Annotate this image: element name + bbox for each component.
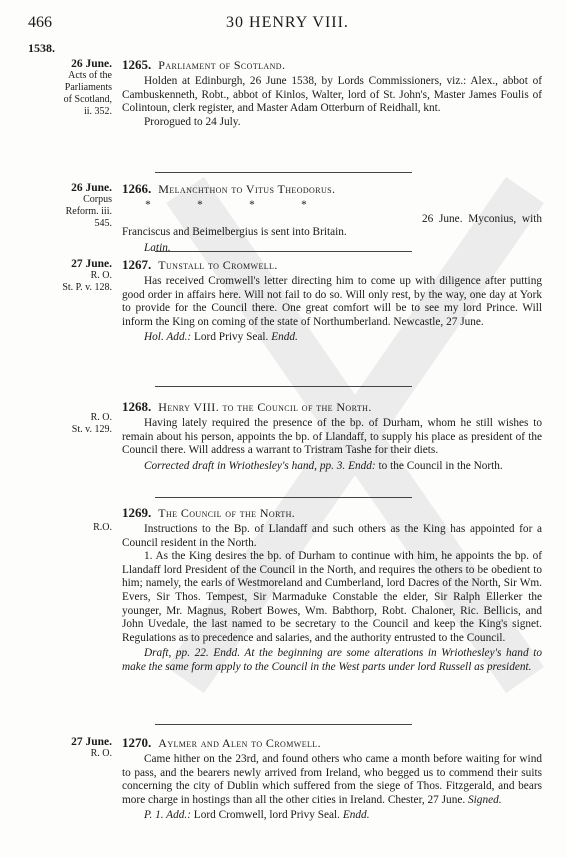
entry-text-continued: 1. As the King desires the bp. of Durham to continue with him, he appoints the bp. of Llandaff lord President of the Council in the North, and requires the others to be obedient to him; namely, the earls of Westmoreland and Cumberland, lord Dacres of the North, Sir Wm. Evers, Sir Thos. Tempest, Sir Marmaduke Constable the elder, Sir Ralph Ellerker the younger, Mr. Magnus, Robert Bowes, Wm. Babthorp, Robt. Chaloner, Ric. Bellicis, and John Uvedale, the last named to be secretary to the Council and keep the King's signet. Regulations as to precedence and salaries, and the authority entrusted to the Council. (122, 550, 542, 644)
entry-body (122, 400, 542, 473)
source-ref: Acts of the (68, 70, 112, 81)
entry-number: 1269. (122, 505, 152, 520)
source-ref: Reform. iii. (65, 206, 112, 217)
separator-rule (155, 724, 412, 725)
source-ref: St. P. v. 128. (62, 282, 112, 293)
entry-note: Hol. Add.: Lord Privy Seal. Endd. (144, 331, 298, 344)
entry-text: Instructions to the Bp. of Llandaff and such others as the King has appointed for a Council resident in the North. (122, 523, 542, 549)
separator-rule (155, 251, 412, 252)
entry-number: 1270. (122, 735, 152, 750)
entry-note: Corrected draft in Wriothesley's hand, pp. 3. Endd: to the Council in the North. (144, 459, 503, 472)
omission-stars: * * * * (145, 199, 307, 211)
entry-body (122, 258, 542, 345)
separator-rule (155, 172, 412, 173)
margin-notes (28, 42, 112, 118)
entry-title: Henry VIII. to the Council of the North. (158, 400, 372, 414)
entry-body (122, 506, 542, 675)
source-ref: R. O. (90, 270, 112, 281)
entry-date: 26 June. (71, 182, 112, 194)
entry-heading (122, 182, 542, 196)
margin-notes (28, 736, 112, 760)
entry-number: 1265. (122, 57, 152, 72)
source-ref: R. O. (90, 748, 112, 759)
entry-title: The Council of the North. (158, 506, 296, 520)
separator-rule (155, 497, 412, 498)
margin-notes (28, 522, 112, 534)
source-ref: 545. (94, 218, 112, 229)
source-ref: R.O. (93, 522, 112, 533)
entry-number: 1268. (122, 399, 152, 414)
entry-title: Parliament of Scotland. (158, 58, 286, 72)
entry-body (122, 736, 542, 823)
margin-notes (28, 258, 112, 294)
entry-note: Latin. (144, 241, 171, 254)
running-title: 30 HENRY VIII. (226, 14, 349, 31)
entry-note: Draft, pp. 22. Endd. At the beginning are some alterations in Wriothesley's hand to make the same form apply to the Council in the West parts under lord Russell as president. (122, 647, 542, 673)
entry-heading (122, 258, 542, 272)
entry-date: 27 June. (71, 258, 112, 270)
entry-heading (122, 736, 542, 750)
entry-number: 1266. (122, 181, 152, 196)
entry-note: P. 1. Add.: Lord Cromwell, lord Privy Seal. Endd. (144, 809, 370, 822)
entry-body (122, 182, 542, 255)
entry-number: 1267. (122, 257, 152, 272)
entry-heading (122, 400, 542, 414)
entry-text: 26 June. Myconius, with Franciscus and Beimelbergius is sent into Britain. (122, 212, 542, 239)
entry-title: Tunstall to Cromwell. (158, 258, 278, 272)
entry-title: Aylmer and Alen to Cromwell. (158, 736, 321, 750)
source-ref: R. O. (90, 412, 112, 423)
source-ref: ii. 352. (83, 106, 112, 117)
entry-text-continued: Prorogued to 24 July. (144, 115, 241, 128)
source-ref: Parliaments (64, 82, 112, 93)
margin-notes (28, 412, 112, 436)
source-ref: Corpus (83, 194, 112, 205)
year-label: 1538. (28, 41, 55, 55)
entry-date: 26 June. (71, 58, 112, 70)
page-header (28, 14, 547, 36)
entry-heading (122, 58, 542, 72)
entry-text: Holden at Edinburgh, 26 June 1538, by Lords Commissioners, viz.: Alex., abbot of Cambuskenneth, Robt., abbot of Kinlos, Walter, lord of St. John's, Master James Foulis of Colintoun, clerk register, and Master Adam Otterburn of Reidhall, knt. (122, 75, 542, 115)
entry-date: 27 June. (71, 736, 112, 748)
separator-rule (155, 386, 412, 387)
entry-text: Having lately required the presence of the bp. of Durham, whom he still wishes to remain about his person, appoints the bp. of Llandaff, to supply his place as president of the Council there. Will address a warrant to Tristram Tashe for their diets. (122, 417, 542, 457)
entry-title: Melanchthon to Vitus Theodorus. (158, 182, 336, 196)
source-ref: St. v. 129. (71, 424, 112, 435)
entry-text: Came hither on the 23rd, and found others who came a month before waiting for wind to pass, and the bearers newly arrived from Ireland, who begged us to commend their suits concerning the city of Dublin which suffered from the siege of Thos. Fitzgerald, and bears more charge in hostings than all the other cities in Ireland. Chester, 27 June. Signed. (122, 753, 542, 806)
entry-text: Has received Cromwell's letter directing him to come up with diligence after putting good order in affairs here. Will not fail to do so. Will only rest, by the way, one day at York to provide for the Council there. One great comfort will be to see my lord Prince. Will inform the King on coming of the state of Northumberland. Newcastle, 27 June. (122, 275, 542, 328)
entry-heading (122, 506, 542, 520)
margin-notes (28, 182, 112, 230)
page-number: 466 (28, 14, 52, 31)
source-ref: of Scotland, (63, 94, 112, 105)
entry-body (122, 58, 542, 129)
